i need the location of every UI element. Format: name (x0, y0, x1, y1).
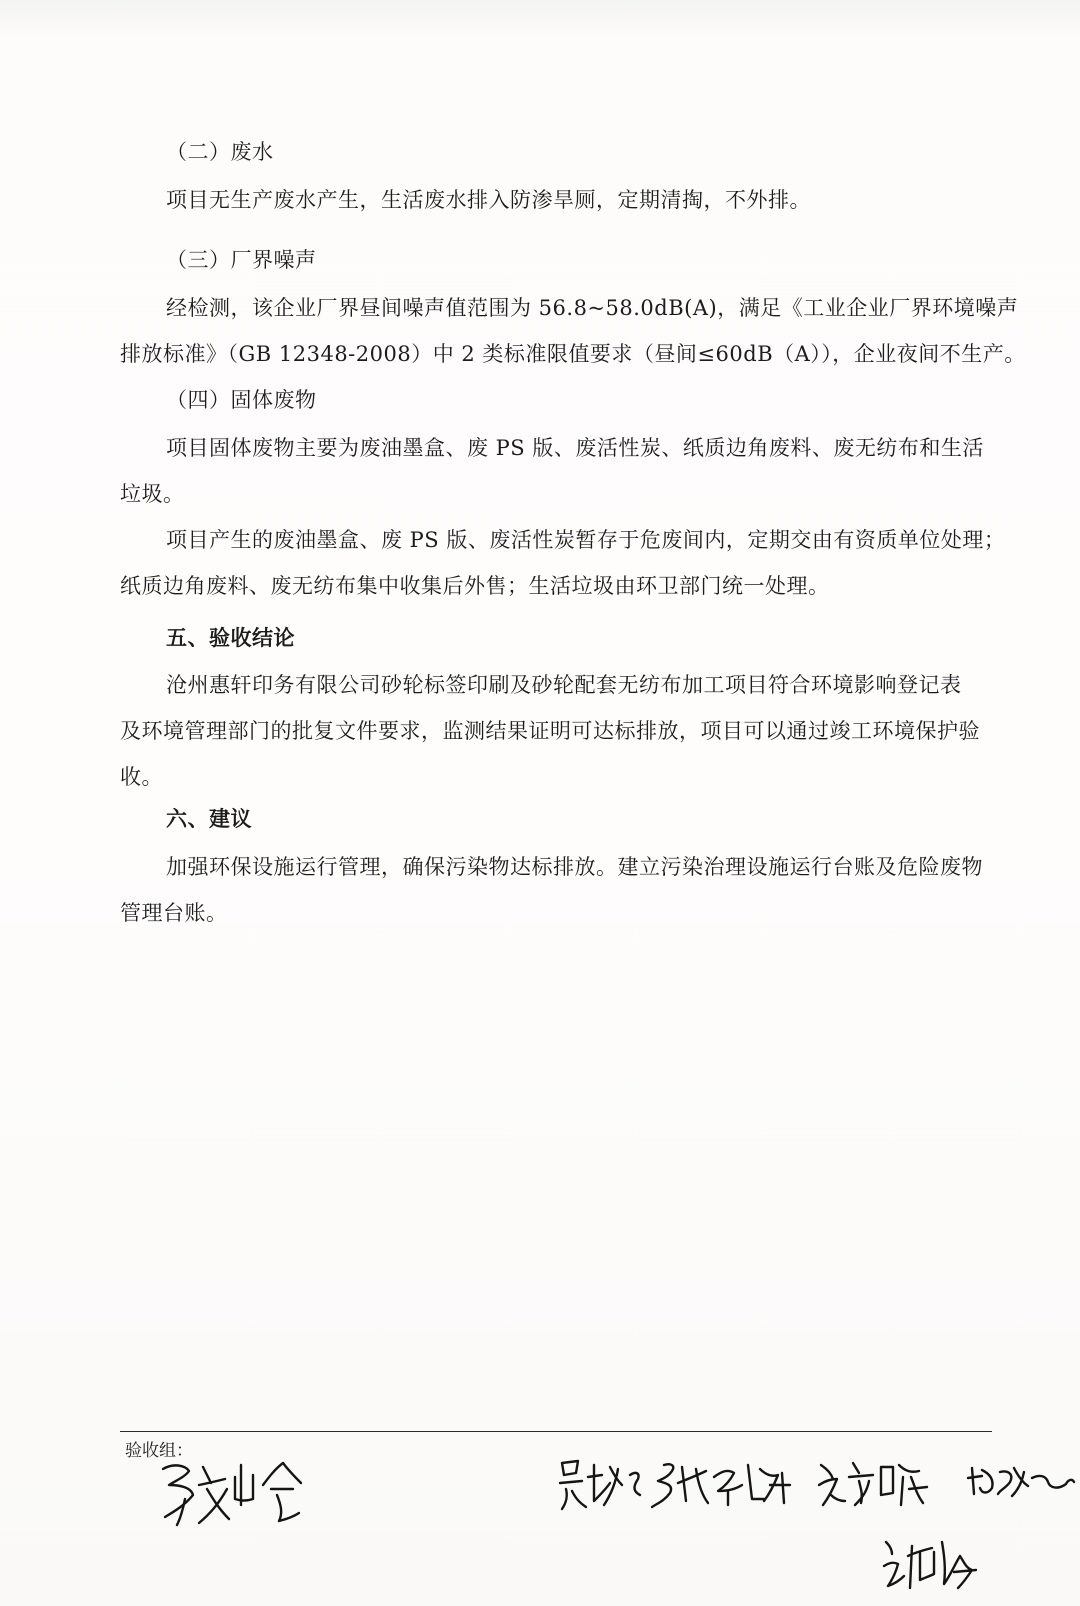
paragraph-line: 管理台账。 (120, 901, 228, 925)
paragraph-line: 收。 (120, 765, 163, 789)
handwritten-signature-1 (155, 1455, 305, 1530)
section-heading-conclusion: 五、验收结论 (166, 625, 295, 650)
section-heading-noise: （三）厂界噪声 (166, 248, 317, 272)
section-heading-solid-waste: （四）固体废物 (166, 388, 317, 412)
section-heading-suggestion: 六、建议 (166, 806, 252, 831)
signature-divider (120, 1431, 992, 1432)
paragraph-line: 加强环保设施运行管理，确保污染物达标排放。建立污染治理设施运行台账及危险废物 (166, 855, 983, 879)
paragraph-line: 纸质边角废料、废无纺布集中收集后外售；生活垃圾由环卫部门统一处理。 (120, 574, 830, 598)
paragraph-line: 沧州惠轩印务有限公司砂轮标签印刷及砂轮配套无纺布加工项目符合环境影响登记表 (166, 673, 962, 697)
paragraph-line: 项目固体废物主要为废油墨盒、废 PS 版、废活性炭、纸质边角废料、废无纺布和生活 (166, 436, 984, 460)
handwritten-signature-3 (815, 1455, 955, 1510)
handwritten-signature-5 (880, 1532, 980, 1596)
paragraph-line: 项目无生产废水产生，生活废水排入防渗旱厕，定期清掏，不外排。 (166, 188, 811, 212)
paragraph-line: 经检测，该企业厂界昼间噪声值范围为 56.8~58.0dB(A)，满足《工业企业厂界环境噪声 (166, 296, 1019, 320)
handwritten-signature-4 (968, 1460, 1076, 1500)
section-heading-wastewater: （二）废水 (166, 140, 274, 164)
handwritten-signature-2 (558, 1455, 798, 1515)
paragraph-line: 垃圾。 (120, 482, 185, 506)
paragraph-line: 及环境管理部门的批复文件要求，监测结果证明可达标排放，项目可以通过竣工环境保护验 (120, 719, 980, 743)
paragraph-line: 项目产生的废油墨盒、废 PS 版、废活性炭暂存于危废间内，定期交由有资质单位处理； (166, 528, 1006, 552)
acceptance-group-label: 验收组： (125, 1441, 193, 1461)
paragraph-line: 排放标准》（GB 12348-2008）中 2 类标准限值要求（昼间≤60dB（A）），企业夜间不生产。 (120, 342, 1026, 366)
